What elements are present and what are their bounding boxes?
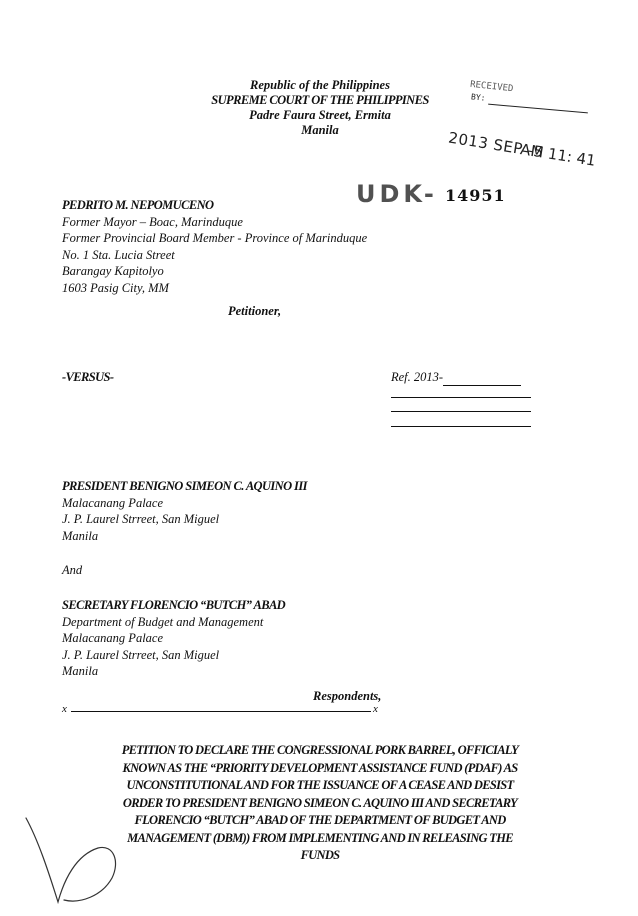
petition-title-line: UNCONSTITUTIONAL AND FOR THE ISSUANCE OF A CEASE AND DESIST bbox=[126, 778, 514, 792]
respondent1-block bbox=[62, 478, 307, 544]
respondent2-block bbox=[62, 597, 285, 680]
and-connector: And bbox=[62, 563, 83, 577]
header-street: Padre Faura Street, Ermita bbox=[249, 108, 391, 122]
reference-blank-line bbox=[391, 426, 531, 427]
petition-title-line: ORDER TO PRESIDENT BENIGNO SIMEON C. AQUINO III AND SECRETARY bbox=[122, 795, 518, 810]
respondent2-line: J. P. Laurel Strreet, San Miguel bbox=[62, 647, 220, 662]
petition-title bbox=[70, 742, 570, 865]
separator-right: x bbox=[373, 703, 378, 715]
header-republic: Republic of the Philippines bbox=[250, 78, 390, 92]
received-stamp-time: AM 11: 41 bbox=[519, 140, 597, 170]
respondents-role: Respondents, bbox=[313, 689, 382, 703]
petitioner-line: No. 1 Sta. Lucia Street bbox=[62, 247, 175, 262]
petitioner-line: Barangay Kapitolyo bbox=[62, 264, 164, 278]
received-stamp-by: BY: bbox=[470, 92, 486, 103]
header-city: Manila bbox=[301, 123, 339, 137]
respondent2-name: SECRETARY FLORENCIO “BUTCH” ABAD bbox=[62, 598, 286, 612]
separator-rule bbox=[71, 711, 371, 712]
petitioner-name: PEDRITO M. NEPOMUCENO bbox=[62, 198, 214, 212]
reference-number bbox=[391, 370, 521, 386]
respondent1-line: J. P. Laurel Strreet, San Miguel bbox=[62, 512, 220, 526]
petition-title-line: KNOWN AS THE “PRIORITY DEVELOPMENT ASSISTANCE FUND (PDAF) AS bbox=[122, 760, 518, 775]
respondent1-line: Malacanang Palace bbox=[62, 495, 164, 510]
docket-number: 14951 bbox=[445, 186, 506, 205]
petitioner-line: 1603 Pasig City, MM bbox=[62, 280, 169, 295]
respondent2-line: Manila bbox=[62, 664, 99, 678]
signature-mark bbox=[18, 800, 128, 910]
separator-left: x bbox=[62, 703, 67, 715]
received-stamp-label: RECEIVED bbox=[469, 79, 514, 95]
reference-blank bbox=[443, 370, 521, 386]
reference-label: Ref. 2013- bbox=[391, 370, 444, 384]
petition-title-line: FUNDS bbox=[300, 848, 340, 862]
received-stamp-date: 2013 SEP -5 bbox=[447, 128, 546, 162]
respondent1-line: Manila bbox=[62, 528, 99, 543]
petition-title-line: FLORENCIO “BUTCH” ABAD OF THE DEPARTMENT OF BUDGET AND bbox=[134, 813, 506, 827]
docket-prefix: UDK- bbox=[356, 180, 438, 208]
header-court: SUPREME COURT OF THE PHILIPPINES bbox=[211, 93, 429, 107]
respondent1-name: PRESIDENT BENIGNO SIMEON C. AQUINO III bbox=[62, 479, 307, 493]
reference-blank-line bbox=[391, 411, 531, 412]
petitioner-line: Former Provincial Board Member - Province of Marinduque bbox=[62, 231, 368, 245]
petition-title-line: MANAGEMENT (DBM)) FROM IMPLEMENTING AND IN RELEASING THE bbox=[127, 830, 513, 845]
petition-title-line: PETITION TO DECLARE THE CONGRESSIONAL PORK BARREL, OFFICIALY bbox=[121, 743, 519, 757]
respondent2-line: Malacanang Palace bbox=[62, 631, 164, 645]
respondent2-line: Department of Budget and Management bbox=[62, 614, 264, 629]
petitioner-role: Petitioner, bbox=[228, 304, 282, 318]
petitioner-block bbox=[62, 197, 367, 296]
versus-label: -VERSUS- bbox=[62, 370, 114, 384]
petitioner-line: Former Mayor – Boac, Marinduque bbox=[62, 214, 243, 229]
reference-blank-line bbox=[391, 397, 531, 398]
